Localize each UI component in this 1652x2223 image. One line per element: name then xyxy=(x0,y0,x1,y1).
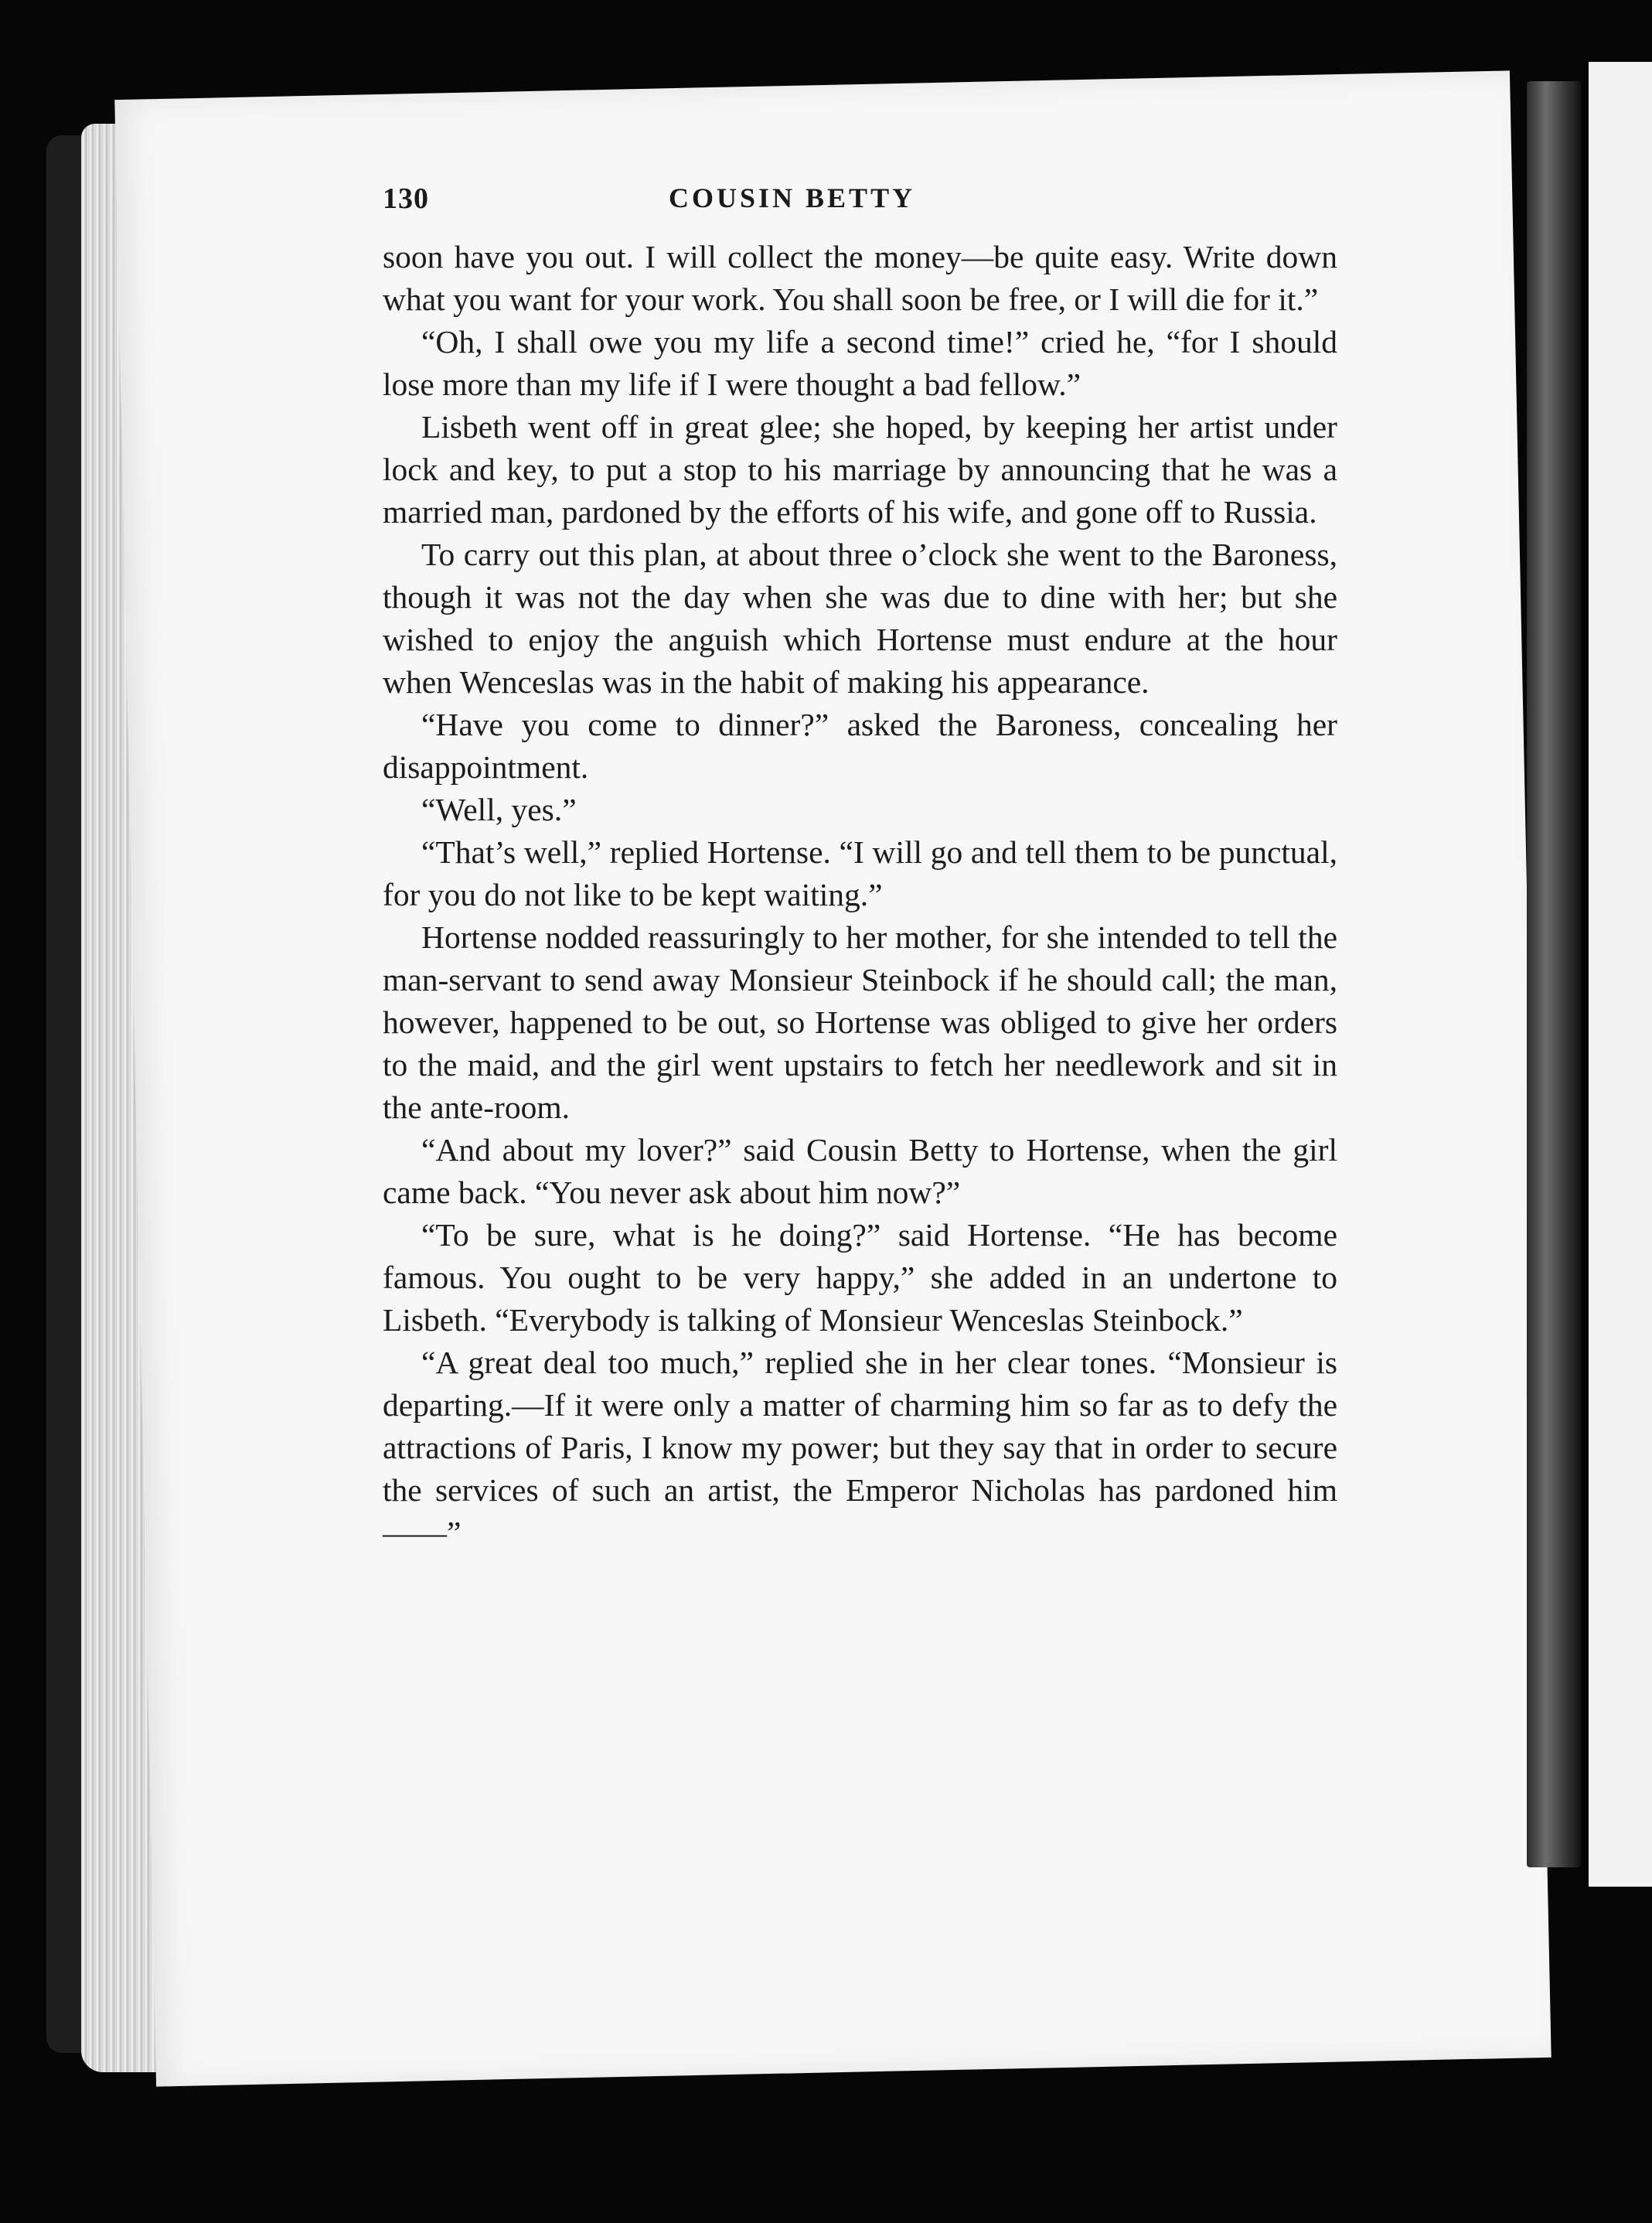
paragraph: Lisbeth went off in great glee; she hoped, by keeping her artist under lock and key, to put a stop to his marriage by announcing that he was a married man, pardoned by the efforts of his wife, and gone off to Russia. xyxy=(383,409,1337,530)
binding-gutter xyxy=(1527,81,1581,1867)
paragraph: soon have you out. I will collect the money—be quite easy. Write down what you want for your work. You shall soon be free, or I will die for it.” xyxy=(383,239,1337,317)
paragraph: Hortense nodded reassuringly to her mother, for she intended to tell the man-servant to send away Monsieur Steinbock if he should call; the man, however, happened to be out, so Hortense was obliged to give her orders to the maid, and the girl went upstairs to fetch her needlework and sit in the ante-room. xyxy=(383,919,1337,1125)
page-number: 130 xyxy=(383,182,429,215)
body-text xyxy=(383,236,1337,1554)
paragraph: “And about my lover?” said Cousin Betty to Hortense, when the girl came back. “You never ask about him now?” xyxy=(383,1132,1337,1210)
paragraph: “Have you come to dinner?” asked the Baroness, concealing her disappointment. xyxy=(383,707,1337,785)
page-header xyxy=(383,182,1194,228)
paragraph: “To be sure, what is he doing?” said Hortense. “He has become famous. You ought to be very happy,” she added in an undertone to Lisbeth. “Everybody is talking of Monsieur Wenceslas Steinbock.” xyxy=(383,1217,1337,1338)
paragraph: “Oh, I shall owe you my life a second time!” cried he, “for I should lose more than my life if I were thought a bad fellow.” xyxy=(383,324,1337,402)
paragraph: To carry out this plan, at about three o’clock she went to the Baroness, though it was not the day when she was due to dine with her; but she wished to enjoy the anguish which Hortense must endure at the hour when Wenceslas was in the habit of making his appearance. xyxy=(383,537,1337,700)
paragraph: “That’s well,” replied Hortense. “I will go and tell them to be punctual, for you do not like to be kept waiting.” xyxy=(383,834,1337,912)
paragraph: “A great deal too much,” replied she in her clear tones. “Monsieur is departing.—If it were only a matter of charming him so far as to defy the attractions of Paris, I know my power; but they say that in order to secure the services of such an artist, the Emperor Nicholas has pardoned him——” xyxy=(383,1345,1337,1550)
paragraph: “Well, yes.” xyxy=(421,792,577,827)
running-title: COUSIN BETTY xyxy=(669,182,916,213)
facing-page-edge xyxy=(1589,62,1652,1887)
